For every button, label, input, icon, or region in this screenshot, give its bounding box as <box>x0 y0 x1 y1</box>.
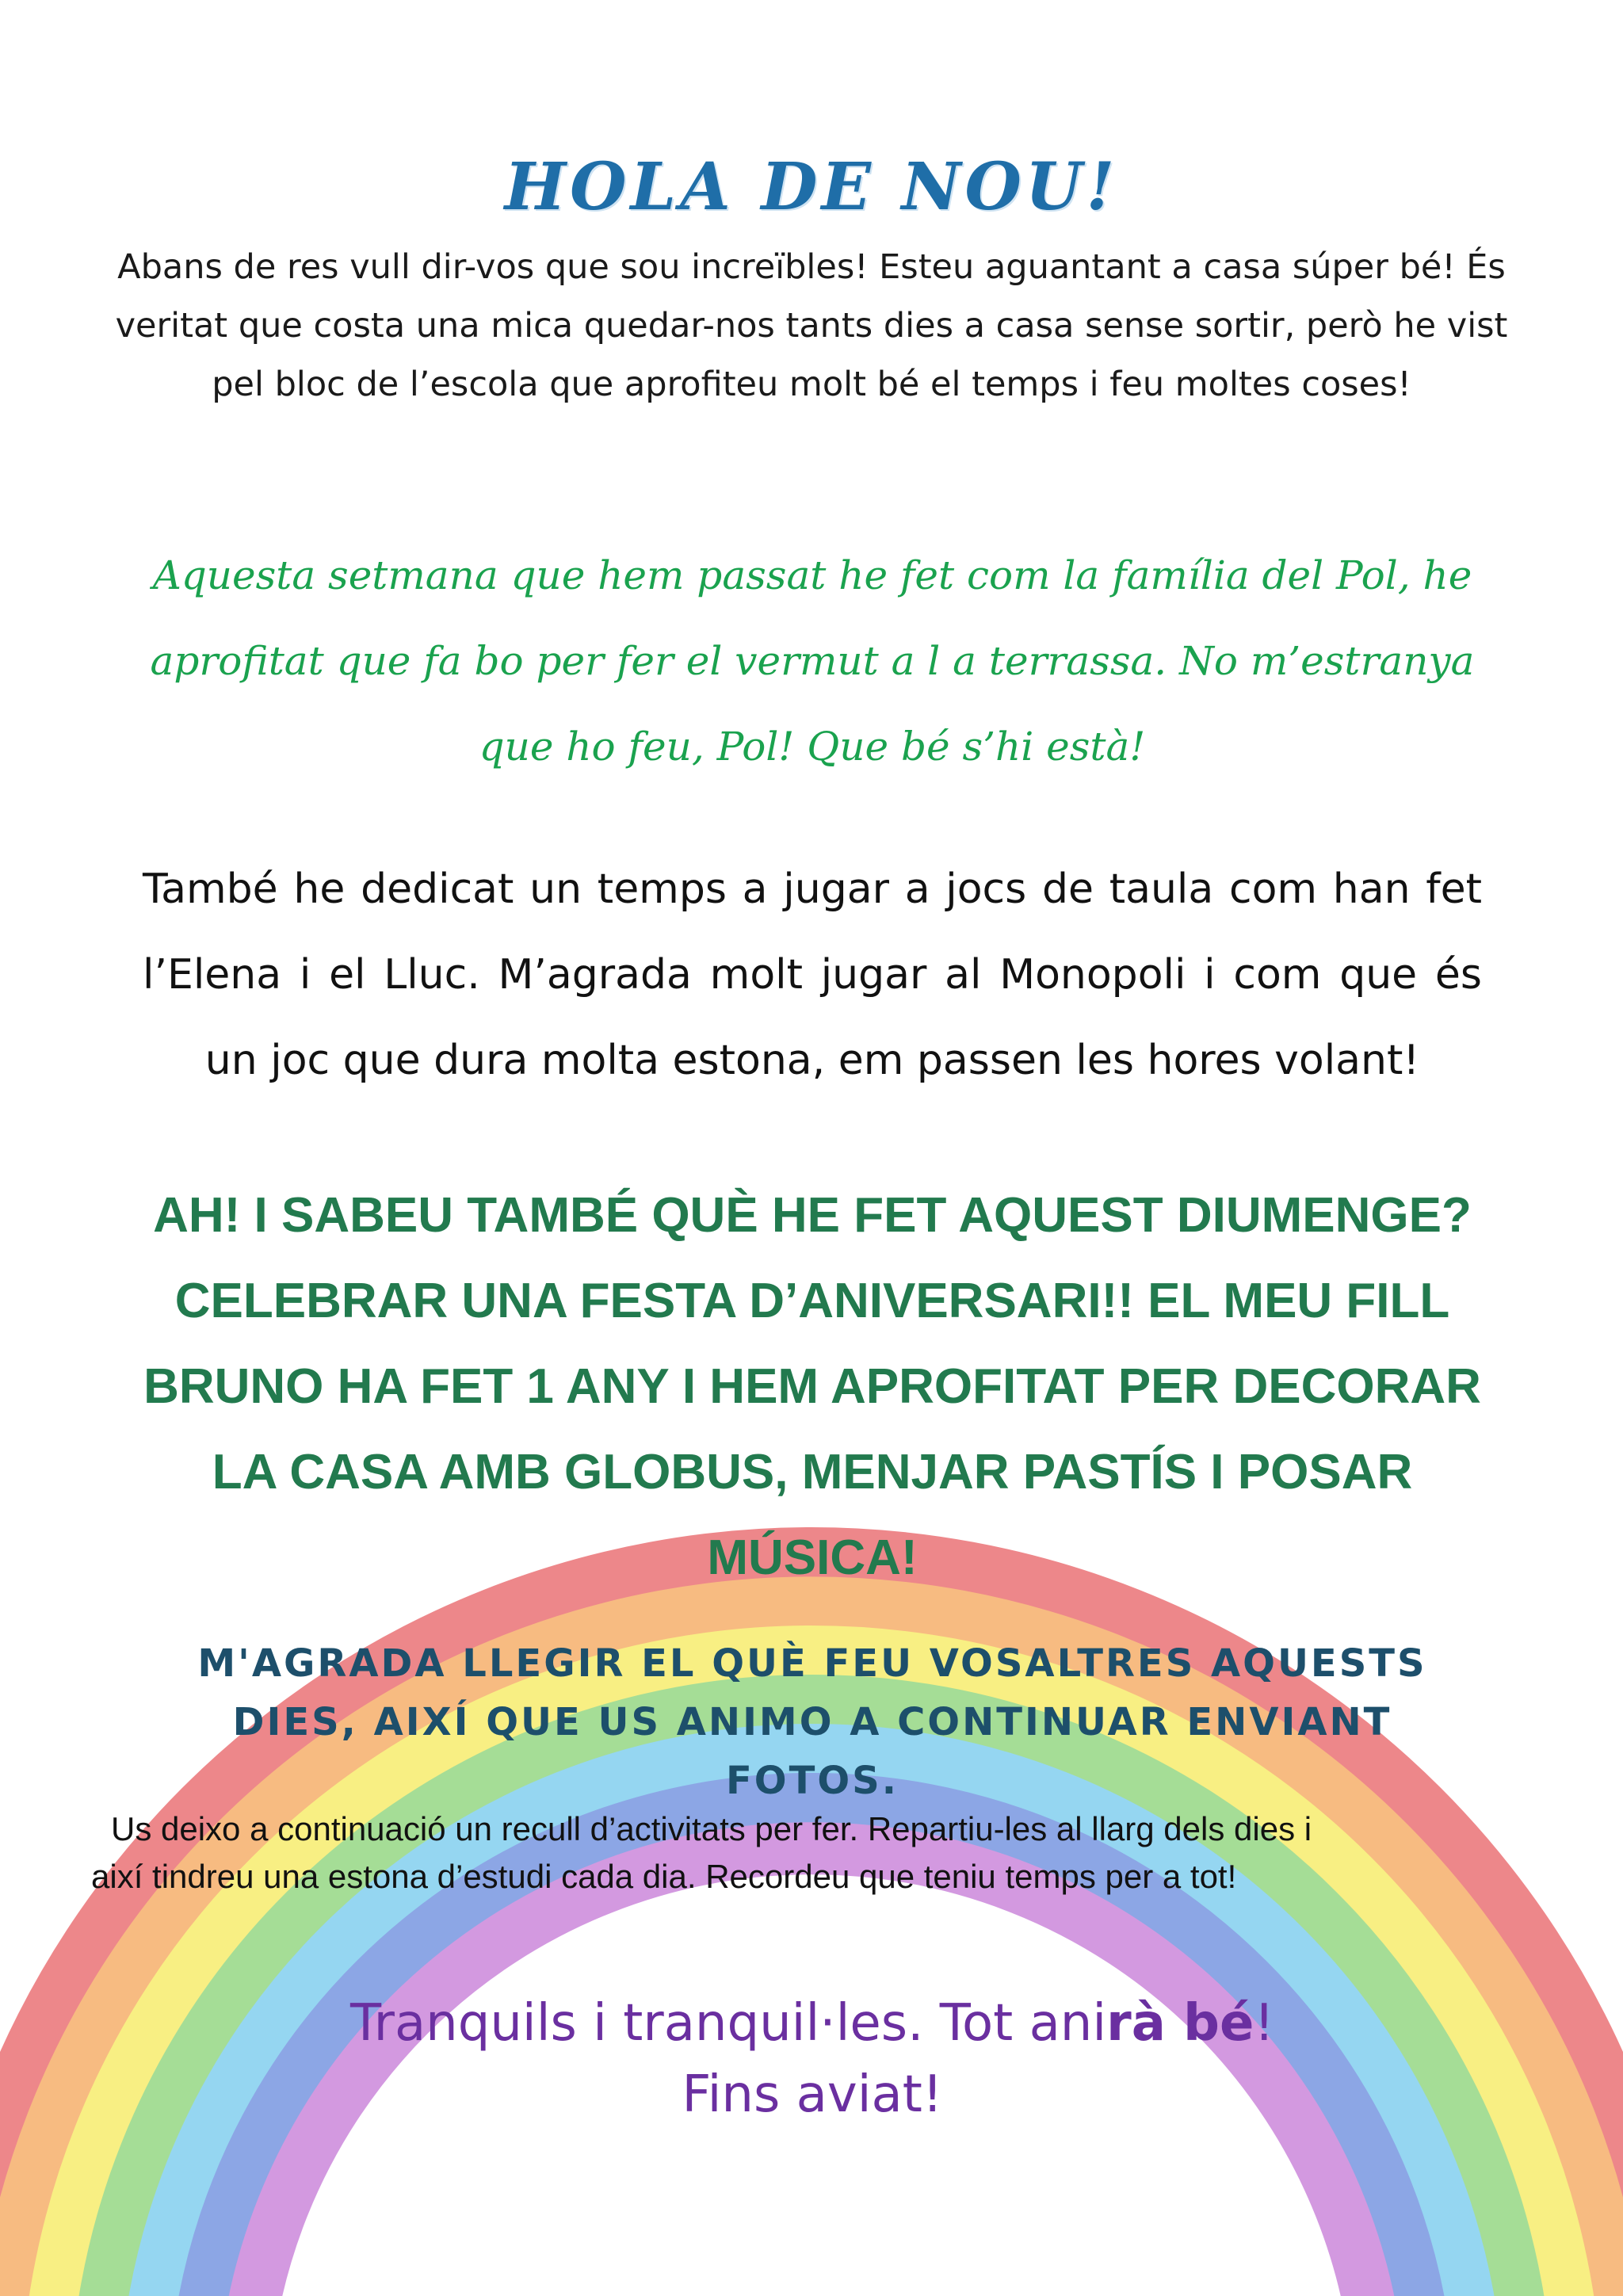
activities-line-1: Us deixo a continuació un recull d’activitats per fer. Repartiu-les al llarg dels dies i <box>111 1810 1312 1847</box>
activities-paragraph <box>91 1805 1532 1901</box>
vermut-paragraph: Aquesta setmana que hem passat he fet com la família del Pol, he aprofitat que fa bo per fer el vermut a l a terrassa. No m’estranya que ho feu, Pol! Que bé s’hi està! <box>150 552 1475 770</box>
intro-paragraph: Abans de res vull dir-vos que sou increïbles! Esteu aguantant a casa súper bé! És veritat que costa una mica quedar-nos tants dies a casa sense sortir, però he vist pel bloc de l’escola que aprofiteu molt bé el temps i feu moltes coses! <box>115 247 1508 404</box>
encourage-paragraph: M'AGRADA LLEGIR EL QUÈ FEU VOSALTRES AQUESTS DIES, AIXÍ QUE US ANIMO A CONTINUAR ENVIANT FOTOS. <box>197 1641 1427 1803</box>
goodbye-line-1 <box>238 1988 1387 2059</box>
goodbye-line-2: Fins aviat! <box>682 2065 943 2124</box>
goodbye-line-1-start: Tranquils i tranquil·les. Tot ani <box>349 1994 1107 2053</box>
board-games-paragraph: També he dedicat un temps a jugar a jocs de taula com han fet l’Elena i el Lluc. M’agrada molt jugar al Monopoli i com que és un joc que dura molta estona, em passen les hores volant! <box>143 865 1482 1084</box>
page-title: HOLA DE NOU! <box>504 149 1119 225</box>
goodbye-message <box>238 1988 1387 2130</box>
activities-line-2: així tindreu una estona d’estudi cada dia. Recordeu que teniu temps per a tot! <box>91 1858 1237 1895</box>
goodbye-line-1-bold: rà bé <box>1106 1994 1254 2053</box>
goodbye-line-1-end: ! <box>1254 1994 1275 2053</box>
birthday-paragraph: AH! I SABEU TAMBÉ QUÈ HE FET AQUEST DIUMENGE? CELEBRAR UNA FESTA D’ANIVERSARI!! EL MEU FILL BRUNO HA FET 1 ANY I HEM APROFITAT PER DECORAR LA CASA AMB GLOBUS, MENJAR PASTÍS I POSAR MÚSICA! <box>143 1188 1481 1585</box>
